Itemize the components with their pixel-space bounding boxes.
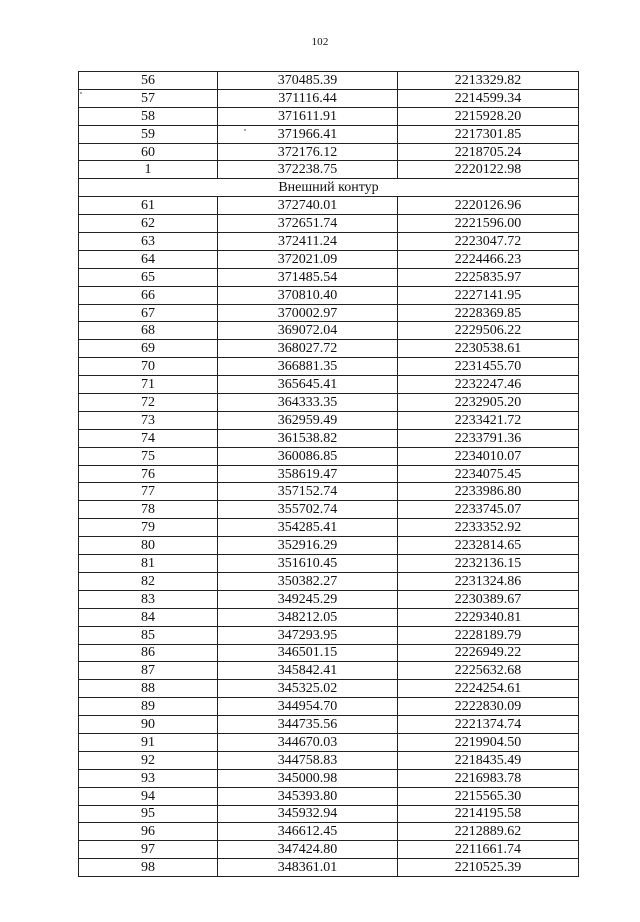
x-coordinate-cell: 366881.35	[218, 358, 398, 376]
table-row	[79, 72, 579, 90]
y-coordinate-cell: 2231324.86	[398, 572, 579, 590]
point-number-cell: 60	[79, 143, 218, 161]
table-row	[79, 465, 579, 483]
x-coordinate-cell: 370810.40	[218, 286, 398, 304]
x-coordinate-cell: 372411.24	[218, 233, 398, 251]
point-number-cell: 57	[79, 89, 218, 107]
point-number-cell: 1	[79, 161, 218, 179]
table-row	[79, 751, 579, 769]
table-row	[79, 841, 579, 859]
y-coordinate-cell: 2215928.20	[398, 107, 579, 125]
y-coordinate-cell: 2221596.00	[398, 215, 579, 233]
point-number-cell: 66	[79, 286, 218, 304]
x-coordinate-cell: 352916.29	[218, 537, 398, 555]
point-number-cell: 84	[79, 608, 218, 626]
point-number-cell: 63	[79, 233, 218, 251]
point-number-cell: 79	[79, 519, 218, 537]
x-coordinate-cell: 372740.01	[218, 197, 398, 215]
x-coordinate-cell: 349245.29	[218, 590, 398, 608]
table-row	[79, 716, 579, 734]
table-row	[79, 626, 579, 644]
point-number-cell: 89	[79, 698, 218, 716]
y-coordinate-cell: 2226949.22	[398, 644, 579, 662]
y-coordinate-cell: 2228189.79	[398, 626, 579, 644]
table-body-bottom	[79, 197, 579, 877]
x-coordinate-cell: 350382.27	[218, 572, 398, 590]
table-row	[79, 662, 579, 680]
y-coordinate-cell: 2230538.61	[398, 340, 579, 358]
table-row	[79, 268, 579, 286]
y-coordinate-cell: 2229340.81	[398, 608, 579, 626]
y-coordinate-cell: 2220126.96	[398, 197, 579, 215]
y-coordinate-cell: 2228369.85	[398, 304, 579, 322]
point-number-cell: 70	[79, 358, 218, 376]
table-row	[79, 429, 579, 447]
table-row	[79, 644, 579, 662]
x-coordinate-cell: 345393.80	[218, 787, 398, 805]
table-row	[79, 411, 579, 429]
point-number-cell: 96	[79, 823, 218, 841]
x-coordinate-cell: 372021.09	[218, 250, 398, 268]
x-coordinate-cell: 348212.05	[218, 608, 398, 626]
y-coordinate-cell: 2229506.22	[398, 322, 579, 340]
y-coordinate-cell: 2210525.39	[398, 859, 579, 877]
x-coordinate-cell: 370485.39	[218, 72, 398, 90]
point-number-cell: 73	[79, 411, 218, 429]
x-coordinate-cell: 371966.41	[218, 125, 398, 143]
point-number-cell: 65	[79, 268, 218, 286]
y-coordinate-cell: 2224254.61	[398, 680, 579, 698]
table-row	[79, 304, 579, 322]
y-coordinate-cell: 2231455.70	[398, 358, 579, 376]
point-number-cell: 81	[79, 555, 218, 573]
x-coordinate-cell: 344954.70	[218, 698, 398, 716]
y-coordinate-cell: 2217301.85	[398, 125, 579, 143]
point-number-cell: 90	[79, 716, 218, 734]
point-number-cell: 56	[79, 72, 218, 90]
point-number-cell: 77	[79, 483, 218, 501]
table-row	[79, 537, 579, 555]
y-coordinate-cell: 2223047.72	[398, 233, 579, 251]
table-row	[79, 590, 579, 608]
point-number-cell: 97	[79, 841, 218, 859]
table-row	[79, 859, 579, 877]
x-coordinate-cell: 364333.35	[218, 394, 398, 412]
x-coordinate-cell: 344735.56	[218, 716, 398, 734]
table-body-top	[79, 72, 579, 179]
y-coordinate-cell: 2234010.07	[398, 447, 579, 465]
point-number-cell: 74	[79, 429, 218, 447]
point-number-cell: 69	[79, 340, 218, 358]
section-row	[79, 179, 579, 197]
x-coordinate-cell: 372238.75	[218, 161, 398, 179]
x-coordinate-cell: 357152.74	[218, 483, 398, 501]
y-coordinate-cell: 2232814.65	[398, 537, 579, 555]
point-number-cell: 76	[79, 465, 218, 483]
scan-speck	[244, 129, 246, 131]
table-row	[79, 733, 579, 751]
y-coordinate-cell: 2233745.07	[398, 501, 579, 519]
x-coordinate-cell: 358619.47	[218, 465, 398, 483]
point-number-cell: 92	[79, 751, 218, 769]
x-coordinate-cell: 346501.15	[218, 644, 398, 662]
y-coordinate-cell: 2214599.34	[398, 89, 579, 107]
point-number-cell: 72	[79, 394, 218, 412]
point-number-cell: 87	[79, 662, 218, 680]
x-coordinate-cell: 345000.98	[218, 769, 398, 787]
table-row	[79, 805, 579, 823]
x-coordinate-cell: 360086.85	[218, 447, 398, 465]
y-coordinate-cell: 2222830.09	[398, 698, 579, 716]
point-number-cell: 95	[79, 805, 218, 823]
y-coordinate-cell: 2214195.58	[398, 805, 579, 823]
page-number: 102	[311, 36, 329, 48]
point-number-cell: 59	[79, 125, 218, 143]
x-coordinate-cell: 345842.41	[218, 662, 398, 680]
table-row	[79, 143, 579, 161]
x-coordinate-cell: 347424.80	[218, 841, 398, 859]
y-coordinate-cell: 2230389.67	[398, 590, 579, 608]
table-row	[79, 286, 579, 304]
scan-speck	[80, 92, 82, 94]
y-coordinate-cell: 2211661.74	[398, 841, 579, 859]
x-coordinate-cell: 372176.12	[218, 143, 398, 161]
x-coordinate-cell: 371116.44	[218, 89, 398, 107]
table-row	[79, 447, 579, 465]
table-row	[79, 107, 579, 125]
y-coordinate-cell: 2219904.50	[398, 733, 579, 751]
point-number-cell: 86	[79, 644, 218, 662]
point-number-cell: 68	[79, 322, 218, 340]
point-number-cell: 58	[79, 107, 218, 125]
y-coordinate-cell: 2233352.92	[398, 519, 579, 537]
y-coordinate-cell: 2232136.15	[398, 555, 579, 573]
x-coordinate-cell: 345325.02	[218, 680, 398, 698]
y-coordinate-cell: 2224466.23	[398, 250, 579, 268]
table-row	[79, 394, 579, 412]
x-coordinate-cell: 371611.91	[218, 107, 398, 125]
point-number-cell: 93	[79, 769, 218, 787]
x-coordinate-cell: 362959.49	[218, 411, 398, 429]
y-coordinate-cell: 2216983.78	[398, 769, 579, 787]
point-number-cell: 71	[79, 376, 218, 394]
y-coordinate-cell: 2233421.72	[398, 411, 579, 429]
point-number-cell: 75	[79, 447, 218, 465]
y-coordinate-cell: 2233986.80	[398, 483, 579, 501]
y-coordinate-cell: 2234075.45	[398, 465, 579, 483]
point-number-cell: 62	[79, 215, 218, 233]
y-coordinate-cell: 2225632.68	[398, 662, 579, 680]
x-coordinate-cell: 361538.82	[218, 429, 398, 447]
table-row	[79, 501, 579, 519]
x-coordinate-cell: 347293.95	[218, 626, 398, 644]
table-row	[79, 698, 579, 716]
x-coordinate-cell: 371485.54	[218, 268, 398, 286]
table-section-header	[79, 179, 579, 197]
y-coordinate-cell: 2218705.24	[398, 143, 579, 161]
table-row	[79, 376, 579, 394]
table-row	[79, 608, 579, 626]
point-number-cell: 80	[79, 537, 218, 555]
x-coordinate-cell: 370002.97	[218, 304, 398, 322]
point-number-cell: 91	[79, 733, 218, 751]
y-coordinate-cell: 2212889.62	[398, 823, 579, 841]
y-coordinate-cell: 2218435.49	[398, 751, 579, 769]
y-coordinate-cell: 2213329.82	[398, 72, 579, 90]
x-coordinate-cell: 369072.04	[218, 322, 398, 340]
table-row	[79, 680, 579, 698]
y-coordinate-cell: 2232905.20	[398, 394, 579, 412]
table-row	[79, 572, 579, 590]
x-coordinate-cell: 368027.72	[218, 340, 398, 358]
y-coordinate-cell: 2232247.46	[398, 376, 579, 394]
point-number-cell: 82	[79, 572, 218, 590]
coordinates-table	[78, 71, 579, 877]
table-row	[79, 340, 579, 358]
x-coordinate-cell: 345932.94	[218, 805, 398, 823]
y-coordinate-cell: 2220122.98	[398, 161, 579, 179]
x-coordinate-cell: 372651.74	[218, 215, 398, 233]
y-coordinate-cell: 2233791.36	[398, 429, 579, 447]
point-number-cell: 78	[79, 501, 218, 519]
section-title: Внешний контур	[79, 179, 579, 197]
table-row	[79, 769, 579, 787]
y-coordinate-cell: 2215565.30	[398, 787, 579, 805]
point-number-cell: 83	[79, 590, 218, 608]
y-coordinate-cell: 2227141.95	[398, 286, 579, 304]
point-number-cell: 64	[79, 250, 218, 268]
point-number-cell: 85	[79, 626, 218, 644]
point-number-cell: 94	[79, 787, 218, 805]
table-row	[79, 215, 579, 233]
x-coordinate-cell: 344758.83	[218, 751, 398, 769]
point-number-cell: 61	[79, 197, 218, 215]
x-coordinate-cell: 355702.74	[218, 501, 398, 519]
x-coordinate-cell: 365645.41	[218, 376, 398, 394]
x-coordinate-cell: 351610.45	[218, 555, 398, 573]
table-row	[79, 233, 579, 251]
point-number-cell: 67	[79, 304, 218, 322]
x-coordinate-cell: 346612.45	[218, 823, 398, 841]
x-coordinate-cell: 354285.41	[218, 519, 398, 537]
y-coordinate-cell: 2225835.97	[398, 268, 579, 286]
x-coordinate-cell: 348361.01	[218, 859, 398, 877]
table-row	[79, 250, 579, 268]
table-row	[79, 322, 579, 340]
table-row	[79, 197, 579, 215]
point-number-cell: 98	[79, 859, 218, 877]
table-row	[79, 358, 579, 376]
point-number-cell: 88	[79, 680, 218, 698]
y-coordinate-cell: 2221374.74	[398, 716, 579, 734]
table-row	[79, 787, 579, 805]
table-row	[79, 519, 579, 537]
table-row	[79, 555, 579, 573]
table-row	[79, 823, 579, 841]
table-row	[79, 483, 579, 501]
table-row	[79, 125, 579, 143]
table-row	[79, 89, 579, 107]
table-row	[79, 161, 579, 179]
x-coordinate-cell: 344670.03	[218, 733, 398, 751]
